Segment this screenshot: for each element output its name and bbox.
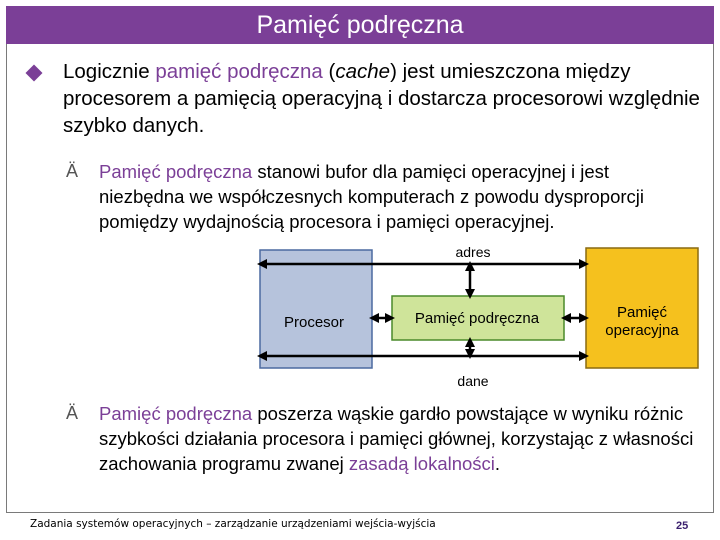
arrow-bullet-icon: Ä xyxy=(66,403,79,423)
data-label: dane xyxy=(457,373,489,389)
slide-title: Pamięć podręczna xyxy=(6,6,714,44)
sub1-text: stanowi bufor dla pamięci operacyjnej i jest niezbędna we współczesnych komputerach z powodu dysproporcji pomiędzy wydajnością procesora i pamięci operacyjnej. xyxy=(99,161,645,232)
bullet1-pre: Logicznie xyxy=(63,60,156,83)
sub2-text: poszerza wąskie gardło powstające w wyniku różnic szybkości działania procesora i pamięci głównej, korzystając z własności zachowania programu zwanej xyxy=(99,403,694,474)
sub1-term: Pamięć podręczna xyxy=(99,161,253,182)
bullet1-paren-open: ( xyxy=(322,60,336,83)
sub2-term2: zasadą lokalności xyxy=(348,453,495,474)
bullet1-term: pamięć podręczna xyxy=(155,60,323,83)
cpu-box xyxy=(260,250,372,368)
slide-footer: Zadania systemów operacyjnych – zarządzanie urządzeniami wejścia-wyjścia xyxy=(30,518,436,530)
address-label: adres xyxy=(455,244,491,260)
sub2-term: Pamięć podręczna xyxy=(99,403,253,424)
ram-label-line2: operacyjna xyxy=(605,322,679,339)
bullet1-post: ) jest umieszczona między procesorem a pamięcią operacyjną i dostarcza procesorowi względnie szybko danych. xyxy=(63,60,700,137)
arrow-bullet-icon: Ä xyxy=(66,161,79,181)
cpu-label: Procesor xyxy=(283,314,345,331)
sub-bullet-2 xyxy=(99,401,699,476)
ram-label-line1: Pamięć xyxy=(616,304,668,321)
bullet1-cache: cache xyxy=(335,60,391,83)
cache-label: Pamięć podręczna xyxy=(414,310,540,327)
sub2-end: . xyxy=(494,453,501,474)
page-number: 25 xyxy=(676,520,689,532)
